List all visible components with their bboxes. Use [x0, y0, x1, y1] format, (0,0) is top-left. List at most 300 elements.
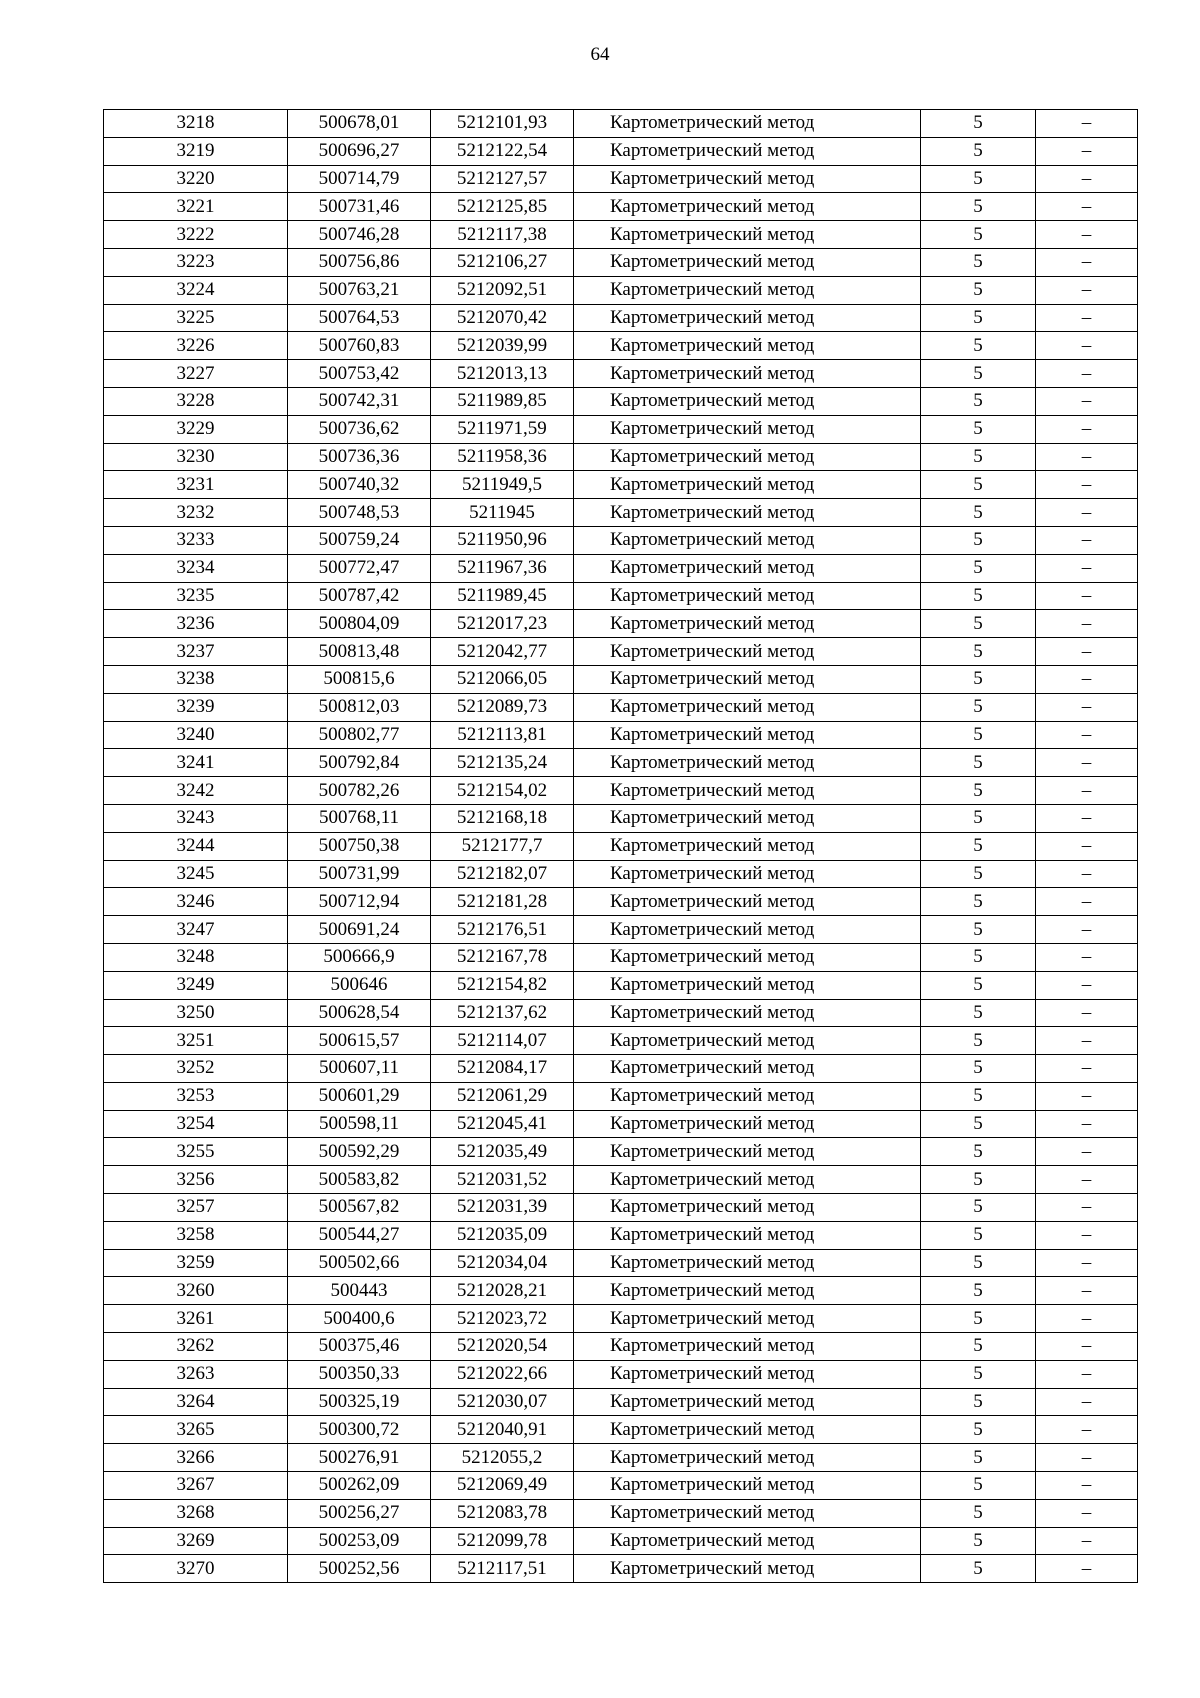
point-number-cell: 3218 — [104, 110, 288, 138]
y-coordinate-cell: 5212034,04 — [431, 1249, 574, 1277]
x-coordinate-cell: 500276,91 — [288, 1444, 431, 1472]
accuracy-cell: 5 — [921, 749, 1036, 777]
y-coordinate-cell: 5212089,73 — [431, 693, 574, 721]
y-coordinate-cell: 5212035,09 — [431, 1221, 574, 1249]
x-coordinate-cell: 500746,28 — [288, 221, 431, 249]
method-cell: Картометрический метод — [574, 638, 921, 666]
note-cell: – — [1036, 1305, 1138, 1333]
method-cell: Картометрический метод — [574, 999, 921, 1027]
note-cell: – — [1036, 137, 1138, 165]
note-cell: – — [1036, 971, 1138, 999]
table-row — [104, 832, 1138, 860]
y-coordinate-cell: 5212083,78 — [431, 1499, 574, 1527]
table-row — [104, 888, 1138, 916]
table-row — [104, 1221, 1138, 1249]
table-row — [104, 221, 1138, 249]
y-coordinate-cell: 5212030,07 — [431, 1388, 574, 1416]
y-coordinate-cell: 5212031,39 — [431, 1194, 574, 1222]
note-cell: – — [1036, 1472, 1138, 1500]
accuracy-cell: 5 — [921, 804, 1036, 832]
y-coordinate-cell: 5212084,17 — [431, 1055, 574, 1083]
x-coordinate-cell: 500736,36 — [288, 443, 431, 471]
x-coordinate-cell: 500502,66 — [288, 1249, 431, 1277]
table-row — [104, 582, 1138, 610]
method-cell: Картометрический метод — [574, 304, 921, 332]
accuracy-cell: 5 — [921, 276, 1036, 304]
note-cell: – — [1036, 1444, 1138, 1472]
point-number-cell: 3222 — [104, 221, 288, 249]
y-coordinate-cell: 5212039,99 — [431, 332, 574, 360]
y-coordinate-cell: 5212135,24 — [431, 749, 574, 777]
accuracy-cell: 5 — [921, 777, 1036, 805]
table-row — [104, 387, 1138, 415]
accuracy-cell: 5 — [921, 360, 1036, 388]
x-coordinate-cell: 500731,46 — [288, 193, 431, 221]
point-number-cell: 3236 — [104, 610, 288, 638]
y-coordinate-cell: 5212154,82 — [431, 971, 574, 999]
table-row — [104, 1360, 1138, 1388]
method-cell: Картометрический метод — [574, 1527, 921, 1555]
point-number-cell: 3229 — [104, 415, 288, 443]
y-coordinate-cell: 5212127,57 — [431, 165, 574, 193]
y-coordinate-cell: 5212092,51 — [431, 276, 574, 304]
y-coordinate-cell: 5211949,5 — [431, 471, 574, 499]
accuracy-cell: 5 — [921, 304, 1036, 332]
table-row — [104, 554, 1138, 582]
x-coordinate-cell: 500325,19 — [288, 1388, 431, 1416]
point-number-cell: 3235 — [104, 582, 288, 610]
accuracy-cell: 5 — [921, 582, 1036, 610]
x-coordinate-cell: 500601,29 — [288, 1082, 431, 1110]
note-cell: – — [1036, 610, 1138, 638]
note-cell: – — [1036, 332, 1138, 360]
table-row — [104, 1138, 1138, 1166]
accuracy-cell: 5 — [921, 1166, 1036, 1194]
table-row — [104, 777, 1138, 805]
note-cell: – — [1036, 999, 1138, 1027]
method-cell: Картометрический метод — [574, 165, 921, 193]
method-cell: Картометрический метод — [574, 526, 921, 554]
note-cell: – — [1036, 471, 1138, 499]
method-cell: Картометрический метод — [574, 1360, 921, 1388]
note-cell: – — [1036, 1194, 1138, 1222]
x-coordinate-cell: 500792,84 — [288, 749, 431, 777]
point-number-cell: 3254 — [104, 1110, 288, 1138]
note-cell: – — [1036, 526, 1138, 554]
note-cell: – — [1036, 165, 1138, 193]
method-cell: Картометрический метод — [574, 582, 921, 610]
table-row — [104, 1055, 1138, 1083]
y-coordinate-cell: 5211971,59 — [431, 415, 574, 443]
point-number-cell: 3260 — [104, 1277, 288, 1305]
accuracy-cell: 5 — [921, 971, 1036, 999]
method-cell: Картометрический метод — [574, 971, 921, 999]
point-number-cell: 3241 — [104, 749, 288, 777]
table-row — [104, 749, 1138, 777]
y-coordinate-cell: 5212055,2 — [431, 1444, 574, 1472]
method-cell: Картометрический метод — [574, 665, 921, 693]
accuracy-cell: 5 — [921, 221, 1036, 249]
method-cell: Картометрический метод — [574, 443, 921, 471]
accuracy-cell: 5 — [921, 1555, 1036, 1583]
note-cell: – — [1036, 1277, 1138, 1305]
method-cell: Картометрический метод — [574, 1082, 921, 1110]
y-coordinate-cell: 5212031,52 — [431, 1166, 574, 1194]
y-coordinate-cell: 5212069,49 — [431, 1472, 574, 1500]
method-cell: Картометрический метод — [574, 1333, 921, 1361]
y-coordinate-cell: 5212182,07 — [431, 860, 574, 888]
method-cell: Картометрический метод — [574, 1499, 921, 1527]
y-coordinate-cell: 5212168,18 — [431, 804, 574, 832]
note-cell: – — [1036, 1138, 1138, 1166]
y-coordinate-cell: 5211958,36 — [431, 443, 574, 471]
y-coordinate-cell: 5212042,77 — [431, 638, 574, 666]
table-row — [104, 1194, 1138, 1222]
accuracy-cell: 5 — [921, 888, 1036, 916]
x-coordinate-cell: 500350,33 — [288, 1360, 431, 1388]
method-cell: Картометрический метод — [574, 1221, 921, 1249]
point-number-cell: 3257 — [104, 1194, 288, 1222]
method-cell: Картометрический метод — [574, 193, 921, 221]
y-coordinate-cell: 5212137,62 — [431, 999, 574, 1027]
method-cell: Картометрический метод — [574, 387, 921, 415]
table-row — [104, 110, 1138, 138]
x-coordinate-cell: 500712,94 — [288, 888, 431, 916]
table-row — [104, 1277, 1138, 1305]
table-row — [104, 1333, 1138, 1361]
x-coordinate-cell: 500607,11 — [288, 1055, 431, 1083]
accuracy-cell: 5 — [921, 165, 1036, 193]
point-number-cell: 3233 — [104, 526, 288, 554]
note-cell: – — [1036, 1499, 1138, 1527]
note-cell: – — [1036, 1388, 1138, 1416]
y-coordinate-cell: 5212070,42 — [431, 304, 574, 332]
y-coordinate-cell: 5211989,85 — [431, 387, 574, 415]
x-coordinate-cell: 500628,54 — [288, 999, 431, 1027]
method-cell: Картометрический метод — [574, 1027, 921, 1055]
x-coordinate-cell: 500760,83 — [288, 332, 431, 360]
accuracy-cell: 5 — [921, 471, 1036, 499]
accuracy-cell: 5 — [921, 1499, 1036, 1527]
note-cell: – — [1036, 1333, 1138, 1361]
accuracy-cell: 5 — [921, 193, 1036, 221]
point-number-cell: 3227 — [104, 360, 288, 388]
y-coordinate-cell: 5212181,28 — [431, 888, 574, 916]
x-coordinate-cell: 500696,27 — [288, 137, 431, 165]
coordinates-table — [103, 109, 1138, 1583]
x-coordinate-cell: 500736,62 — [288, 415, 431, 443]
accuracy-cell: 5 — [921, 943, 1036, 971]
note-cell: – — [1036, 554, 1138, 582]
y-coordinate-cell: 5212101,93 — [431, 110, 574, 138]
table-row — [104, 137, 1138, 165]
table-row — [104, 1249, 1138, 1277]
note-cell: – — [1036, 1027, 1138, 1055]
x-coordinate-cell: 500750,38 — [288, 832, 431, 860]
table-row — [104, 193, 1138, 221]
accuracy-cell: 5 — [921, 721, 1036, 749]
accuracy-cell: 5 — [921, 1472, 1036, 1500]
note-cell: – — [1036, 221, 1138, 249]
method-cell: Картометрический метод — [574, 554, 921, 582]
method-cell: Картометрический метод — [574, 610, 921, 638]
note-cell: – — [1036, 1110, 1138, 1138]
accuracy-cell: 5 — [921, 499, 1036, 527]
table-row — [104, 1027, 1138, 1055]
point-number-cell: 3250 — [104, 999, 288, 1027]
point-number-cell: 3247 — [104, 916, 288, 944]
note-cell: – — [1036, 804, 1138, 832]
accuracy-cell: 5 — [921, 1305, 1036, 1333]
note-cell: – — [1036, 888, 1138, 916]
y-coordinate-cell: 5211967,36 — [431, 554, 574, 582]
x-coordinate-cell: 500253,09 — [288, 1527, 431, 1555]
point-number-cell: 3267 — [104, 1472, 288, 1500]
note-cell: – — [1036, 248, 1138, 276]
accuracy-cell: 5 — [921, 137, 1036, 165]
point-number-cell: 3255 — [104, 1138, 288, 1166]
point-number-cell: 3266 — [104, 1444, 288, 1472]
note-cell: – — [1036, 276, 1138, 304]
method-cell: Картометрический метод — [574, 415, 921, 443]
x-coordinate-cell: 500592,29 — [288, 1138, 431, 1166]
y-coordinate-cell: 5211950,96 — [431, 526, 574, 554]
y-coordinate-cell: 5212023,72 — [431, 1305, 574, 1333]
table-row — [104, 999, 1138, 1027]
method-cell: Картометрический метод — [574, 832, 921, 860]
note-cell: – — [1036, 1416, 1138, 1444]
accuracy-cell: 5 — [921, 1249, 1036, 1277]
point-number-cell: 3270 — [104, 1555, 288, 1583]
table-row — [104, 165, 1138, 193]
method-cell: Картометрический метод — [574, 332, 921, 360]
note-cell: – — [1036, 916, 1138, 944]
note-cell: – — [1036, 832, 1138, 860]
note-cell: – — [1036, 193, 1138, 221]
x-coordinate-cell: 500753,42 — [288, 360, 431, 388]
accuracy-cell: 5 — [921, 387, 1036, 415]
x-coordinate-cell: 500567,82 — [288, 1194, 431, 1222]
method-cell: Картометрический метод — [574, 916, 921, 944]
table-row — [104, 471, 1138, 499]
x-coordinate-cell: 500666,9 — [288, 943, 431, 971]
method-cell: Картометрический метод — [574, 471, 921, 499]
y-coordinate-cell: 5212122,54 — [431, 137, 574, 165]
table-row — [104, 443, 1138, 471]
x-coordinate-cell: 500742,31 — [288, 387, 431, 415]
x-coordinate-cell: 500748,53 — [288, 499, 431, 527]
point-number-cell: 3246 — [104, 888, 288, 916]
accuracy-cell: 5 — [921, 916, 1036, 944]
x-coordinate-cell: 500300,72 — [288, 1416, 431, 1444]
point-number-cell: 3252 — [104, 1055, 288, 1083]
accuracy-cell: 5 — [921, 1138, 1036, 1166]
note-cell: – — [1036, 415, 1138, 443]
note-cell: – — [1036, 110, 1138, 138]
point-number-cell: 3269 — [104, 1527, 288, 1555]
accuracy-cell: 5 — [921, 860, 1036, 888]
accuracy-cell: 5 — [921, 1055, 1036, 1083]
note-cell: – — [1036, 499, 1138, 527]
table-row — [104, 1082, 1138, 1110]
x-coordinate-cell: 500812,03 — [288, 693, 431, 721]
y-coordinate-cell: 5212066,05 — [431, 665, 574, 693]
point-number-cell: 3232 — [104, 499, 288, 527]
note-cell: – — [1036, 1166, 1138, 1194]
x-coordinate-cell: 500583,82 — [288, 1166, 431, 1194]
table-row — [104, 332, 1138, 360]
point-number-cell: 3264 — [104, 1388, 288, 1416]
table-row — [104, 1527, 1138, 1555]
method-cell: Картометрический метод — [574, 1138, 921, 1166]
table-row — [104, 693, 1138, 721]
point-number-cell: 3249 — [104, 971, 288, 999]
method-cell: Картометрический метод — [574, 110, 921, 138]
method-cell: Картометрический метод — [574, 1194, 921, 1222]
point-number-cell: 3237 — [104, 638, 288, 666]
table-row — [104, 1110, 1138, 1138]
point-number-cell: 3239 — [104, 693, 288, 721]
point-number-cell: 3258 — [104, 1221, 288, 1249]
x-coordinate-cell: 500262,09 — [288, 1472, 431, 1500]
x-coordinate-cell: 500400,6 — [288, 1305, 431, 1333]
note-cell: – — [1036, 304, 1138, 332]
point-number-cell: 3262 — [104, 1333, 288, 1361]
x-coordinate-cell: 500759,24 — [288, 526, 431, 554]
accuracy-cell: 5 — [921, 1194, 1036, 1222]
y-coordinate-cell: 5212113,81 — [431, 721, 574, 749]
point-number-cell: 3220 — [104, 165, 288, 193]
point-number-cell: 3261 — [104, 1305, 288, 1333]
table-row — [104, 916, 1138, 944]
x-coordinate-cell: 500691,24 — [288, 916, 431, 944]
note-cell: – — [1036, 665, 1138, 693]
point-number-cell: 3243 — [104, 804, 288, 832]
method-cell: Картометрический метод — [574, 721, 921, 749]
table-row — [104, 610, 1138, 638]
method-cell: Картометрический метод — [574, 888, 921, 916]
x-coordinate-cell: 500763,21 — [288, 276, 431, 304]
note-cell: – — [1036, 1221, 1138, 1249]
note-cell: – — [1036, 1055, 1138, 1083]
table-row — [104, 1472, 1138, 1500]
table-row — [104, 415, 1138, 443]
table-row — [104, 721, 1138, 749]
accuracy-cell: 5 — [921, 1416, 1036, 1444]
note-cell: – — [1036, 777, 1138, 805]
method-cell: Картометрический метод — [574, 1055, 921, 1083]
point-number-cell: 3223 — [104, 248, 288, 276]
note-cell: – — [1036, 721, 1138, 749]
table-row — [104, 1555, 1138, 1583]
accuracy-cell: 5 — [921, 1277, 1036, 1305]
method-cell: Картометрический метод — [574, 1444, 921, 1472]
accuracy-cell: 5 — [921, 638, 1036, 666]
y-coordinate-cell: 5212061,29 — [431, 1082, 574, 1110]
y-coordinate-cell: 5212176,51 — [431, 916, 574, 944]
accuracy-cell: 5 — [921, 554, 1036, 582]
point-number-cell: 3251 — [104, 1027, 288, 1055]
table-body — [104, 110, 1138, 1583]
y-coordinate-cell: 5212099,78 — [431, 1527, 574, 1555]
table-row — [104, 804, 1138, 832]
x-coordinate-cell: 500802,77 — [288, 721, 431, 749]
x-coordinate-cell: 500615,57 — [288, 1027, 431, 1055]
y-coordinate-cell: 5212017,23 — [431, 610, 574, 638]
y-coordinate-cell: 5212040,91 — [431, 1416, 574, 1444]
x-coordinate-cell: 500443 — [288, 1277, 431, 1305]
point-number-cell: 3228 — [104, 387, 288, 415]
table-row — [104, 860, 1138, 888]
method-cell: Картометрический метод — [574, 804, 921, 832]
y-coordinate-cell: 5211945 — [431, 499, 574, 527]
method-cell: Картометрический метод — [574, 1277, 921, 1305]
method-cell: Картометрический метод — [574, 137, 921, 165]
method-cell: Картометрический метод — [574, 1416, 921, 1444]
accuracy-cell: 5 — [921, 443, 1036, 471]
method-cell: Картометрический метод — [574, 1472, 921, 1500]
x-coordinate-cell: 500714,79 — [288, 165, 431, 193]
accuracy-cell: 5 — [921, 248, 1036, 276]
table-row — [104, 1416, 1138, 1444]
x-coordinate-cell: 500678,01 — [288, 110, 431, 138]
x-coordinate-cell: 500252,56 — [288, 1555, 431, 1583]
note-cell: – — [1036, 860, 1138, 888]
accuracy-cell: 5 — [921, 832, 1036, 860]
accuracy-cell: 5 — [921, 1444, 1036, 1472]
point-number-cell: 3219 — [104, 137, 288, 165]
table-row — [104, 248, 1138, 276]
y-coordinate-cell: 5212022,66 — [431, 1360, 574, 1388]
accuracy-cell: 5 — [921, 1388, 1036, 1416]
page-number: 64 — [590, 44, 610, 65]
table-row — [104, 1499, 1138, 1527]
x-coordinate-cell: 500256,27 — [288, 1499, 431, 1527]
table-row — [104, 499, 1138, 527]
y-coordinate-cell: 5212117,38 — [431, 221, 574, 249]
note-cell: – — [1036, 1249, 1138, 1277]
note-cell: – — [1036, 693, 1138, 721]
point-number-cell: 3268 — [104, 1499, 288, 1527]
method-cell: Картометрический метод — [574, 499, 921, 527]
accuracy-cell: 5 — [921, 1221, 1036, 1249]
y-coordinate-cell: 5211989,45 — [431, 582, 574, 610]
x-coordinate-cell: 500598,11 — [288, 1110, 431, 1138]
note-cell: – — [1036, 1082, 1138, 1110]
point-number-cell: 3259 — [104, 1249, 288, 1277]
table-row — [104, 304, 1138, 332]
accuracy-cell: 5 — [921, 1082, 1036, 1110]
note-cell: – — [1036, 943, 1138, 971]
x-coordinate-cell: 500375,46 — [288, 1333, 431, 1361]
method-cell: Картометрический метод — [574, 860, 921, 888]
table-row — [104, 1305, 1138, 1333]
table-row — [104, 1388, 1138, 1416]
table-row — [104, 665, 1138, 693]
y-coordinate-cell: 5212125,85 — [431, 193, 574, 221]
accuracy-cell: 5 — [921, 332, 1036, 360]
point-number-cell: 3234 — [104, 554, 288, 582]
point-number-cell: 3230 — [104, 443, 288, 471]
point-number-cell: 3245 — [104, 860, 288, 888]
accuracy-cell: 5 — [921, 693, 1036, 721]
table-row — [104, 1166, 1138, 1194]
y-coordinate-cell: 5212177,7 — [431, 832, 574, 860]
y-coordinate-cell: 5212045,41 — [431, 1110, 574, 1138]
x-coordinate-cell: 500756,86 — [288, 248, 431, 276]
x-coordinate-cell: 500782,26 — [288, 777, 431, 805]
method-cell: Картометрический метод — [574, 1249, 921, 1277]
